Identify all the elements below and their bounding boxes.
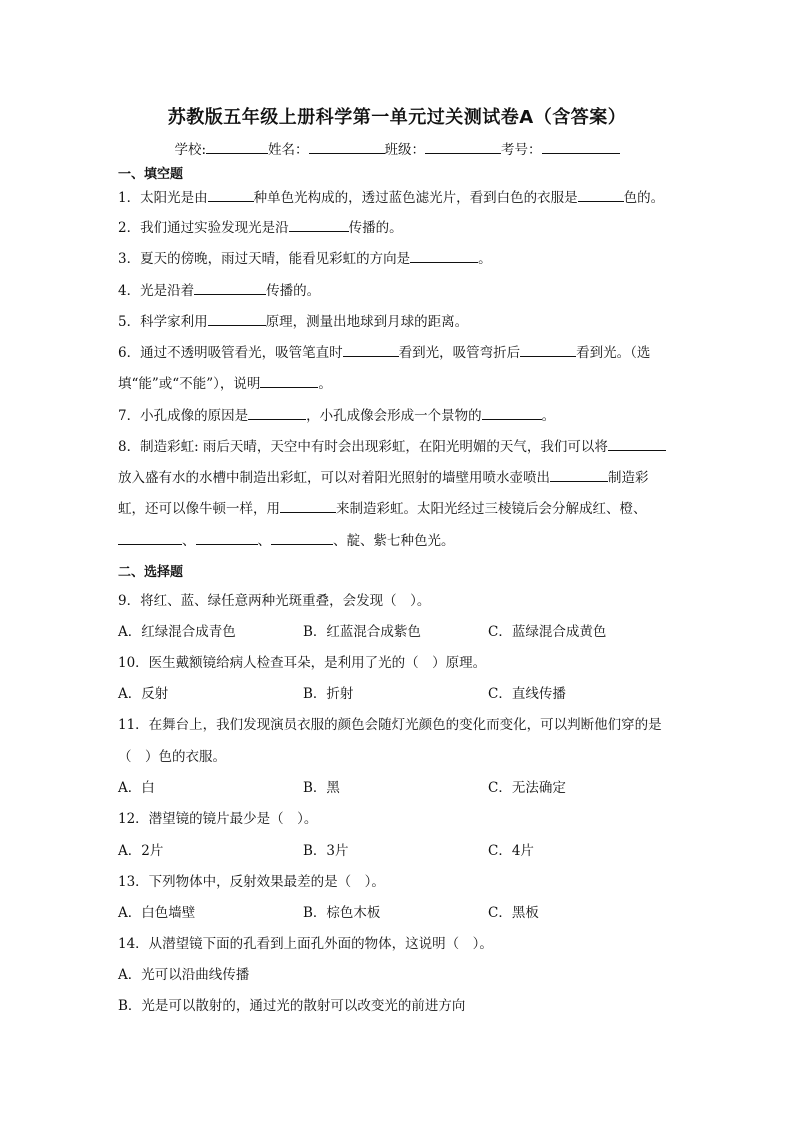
q13-option-b[interactable]: B．棕色木板: [303, 905, 381, 921]
q1-text-c: 色的。: [623, 190, 665, 206]
class-label: 班级：: [384, 142, 426, 158]
student-info-line: [0, 138, 794, 158]
q11-option-b[interactable]: B．黑: [303, 780, 340, 796]
q8-text-d: 虹，还可以像牛顿一样，用: [118, 501, 280, 517]
school-blank[interactable]: [206, 139, 268, 154]
class-blank[interactable]: [425, 139, 501, 154]
q8-blank-6[interactable]: [271, 530, 333, 545]
q7-blank-1[interactable]: [248, 405, 306, 420]
q6-text-a: 6．通过不透明吸管看光，吸管笔直时: [118, 345, 343, 361]
q8-text-c: 制造彩: [608, 470, 649, 486]
question-3: [118, 248, 492, 268]
q4-text-b: 传播的。: [266, 283, 321, 299]
q3-text-a: 3．夏天的傍晚，雨过天晴，能看见彩虹的方向是: [118, 251, 411, 267]
q13-option-c[interactable]: C．黑板: [488, 905, 539, 921]
question-6-line-1: [118, 342, 650, 362]
q8-blank-4[interactable]: [118, 530, 182, 545]
q3-text-b: 。: [478, 251, 492, 267]
q5-text-a: 5．科学家利用: [118, 314, 208, 330]
question-8-line-2: [118, 467, 649, 487]
q10-option-a[interactable]: A．反射: [118, 686, 169, 702]
question-1: [118, 187, 664, 207]
section-heading-choice: 二、选择题: [118, 565, 184, 580]
q1-blank-2[interactable]: [578, 187, 624, 202]
question-10-stem: 10．医生戴额镜给病人检查耳朵，是利用了光的（ ）原理。: [118, 655, 487, 671]
q3-blank[interactable]: [410, 248, 478, 263]
question-6-line-2: [118, 373, 332, 393]
q10-option-c[interactable]: C．直线传播: [488, 686, 566, 702]
q1-text-b: 种单色光构成的，透过蓝色滤光片，看到白色的衣服是: [253, 190, 578, 206]
q8-sep-2: 、: [257, 533, 271, 549]
question-4: [118, 280, 320, 300]
q8-blank-3[interactable]: [280, 498, 336, 513]
q6-blank-1[interactable]: [343, 342, 399, 357]
q8-text-f: 、靛、紫七种色光。: [333, 533, 455, 549]
q4-blank[interactable]: [194, 280, 266, 295]
q9-option-a[interactable]: A．红绿混合成青色: [118, 624, 236, 640]
question-8-line-3: [118, 498, 647, 518]
question-12-stem: 12．潜望镜的镜片最少是（ ）。: [118, 811, 318, 827]
question-14-stem: 14．从潜望镜下面的孔看到上面孔外面的物体，这说明（ ）。: [118, 936, 493, 952]
q8-text-e: 来制造彩虹。太阳光经过三棱镜后会分解成红、橙、: [336, 501, 647, 517]
page-title: 苏教版五年级上册科学第一单元过关测试卷A（含答案）: [167, 107, 627, 128]
q7-text-c: 。: [541, 408, 556, 424]
q10-option-b[interactable]: B．折射: [303, 686, 354, 702]
q7-text-a: 7．小孔成像的原因是: [118, 408, 249, 424]
q11-option-c[interactable]: C．无法确定: [488, 780, 566, 796]
question-8-line-1: [118, 436, 666, 456]
q2-text-a: 2．我们通过实验发现光是沿: [118, 220, 289, 236]
q11-option-a[interactable]: A．白: [118, 780, 155, 796]
q8-sep-1: 、: [182, 533, 196, 549]
section-heading-fill: 一、填空题: [118, 167, 184, 182]
q8-blank-5[interactable]: [196, 530, 258, 545]
exam-no-blank[interactable]: [542, 139, 620, 154]
q12-option-b[interactable]: B．3片: [303, 843, 349, 859]
q8-text-b: 放入盛有水的水槽中制造出彩虹，可以对着阳光照射的墙壁用喷水壶喷出: [118, 470, 550, 486]
q2-blank[interactable]: [289, 217, 349, 232]
question-5: [118, 311, 468, 331]
q7-blank-2[interactable]: [482, 405, 542, 420]
q14-option-b[interactable]: B．光是可以散射的，通过光的散射可以改变光的前进方向: [118, 998, 466, 1014]
exam-no-label: 考号：: [501, 142, 542, 158]
q9-option-b[interactable]: B．红蓝混合成紫色: [303, 624, 421, 640]
q6-text-d: 填“能”或“不能”），说明: [118, 376, 261, 392]
question-11-stem-line-2: （ ）色的衣服。: [118, 749, 226, 765]
q12-option-a[interactable]: A．2片: [118, 843, 164, 859]
question-8-line-4: [118, 530, 455, 550]
q8-blank-1[interactable]: [608, 436, 666, 451]
q8-text-a: 8．制造彩虹: 雨后天晴，天空中有时会出现彩虹，在阳光明媚的天气，我们可以将: [118, 439, 608, 455]
q6-blank-2[interactable]: [520, 342, 576, 357]
school-label: 学校:: [174, 142, 207, 158]
q6-blank-3[interactable]: [260, 373, 318, 388]
q9-option-c[interactable]: C．蓝绿混合成黄色: [488, 624, 607, 640]
q14-option-a[interactable]: A．光可以沿曲线传播: [118, 967, 250, 983]
q5-blank[interactable]: [208, 311, 266, 326]
name-label: 姓名：: [268, 142, 309, 158]
question-2: [118, 217, 403, 237]
q2-text-b: 传播的。: [348, 220, 403, 236]
q7-text-b: ，小孔成像会形成一个景物的: [306, 408, 482, 424]
question-7: [118, 405, 555, 425]
q13-option-a[interactable]: A．白色墙壁: [118, 905, 196, 921]
q12-option-c[interactable]: C．4片: [488, 843, 534, 859]
name-blank[interactable]: [309, 139, 385, 154]
question-9-stem: 9．将红、蓝、绿任意两种光斑重叠，会发现（ ）。: [118, 593, 431, 609]
q8-blank-2[interactable]: [550, 467, 608, 482]
q6-text-c: 看到光。（选: [576, 345, 651, 361]
q1-blank-1[interactable]: [208, 187, 254, 202]
question-13-stem: 13．下列物体中，反射效果最差的是（ ）。: [118, 874, 385, 890]
q1-text-a: 1．太阳光是由: [118, 190, 208, 206]
question-11-stem-line-1: 11．在舞台上，我们发现演员衣服的颜色会随灯光颜色的变化而变化，可以判断他们穿的是: [118, 717, 662, 733]
q6-text-e: 。: [318, 376, 332, 392]
q6-text-b: 看到光，吸管弯折后: [398, 345, 521, 361]
q4-text-a: 4．光是沿着: [118, 283, 195, 299]
q5-text-b: 原理，测量出地球到月球的距离。: [265, 314, 469, 330]
